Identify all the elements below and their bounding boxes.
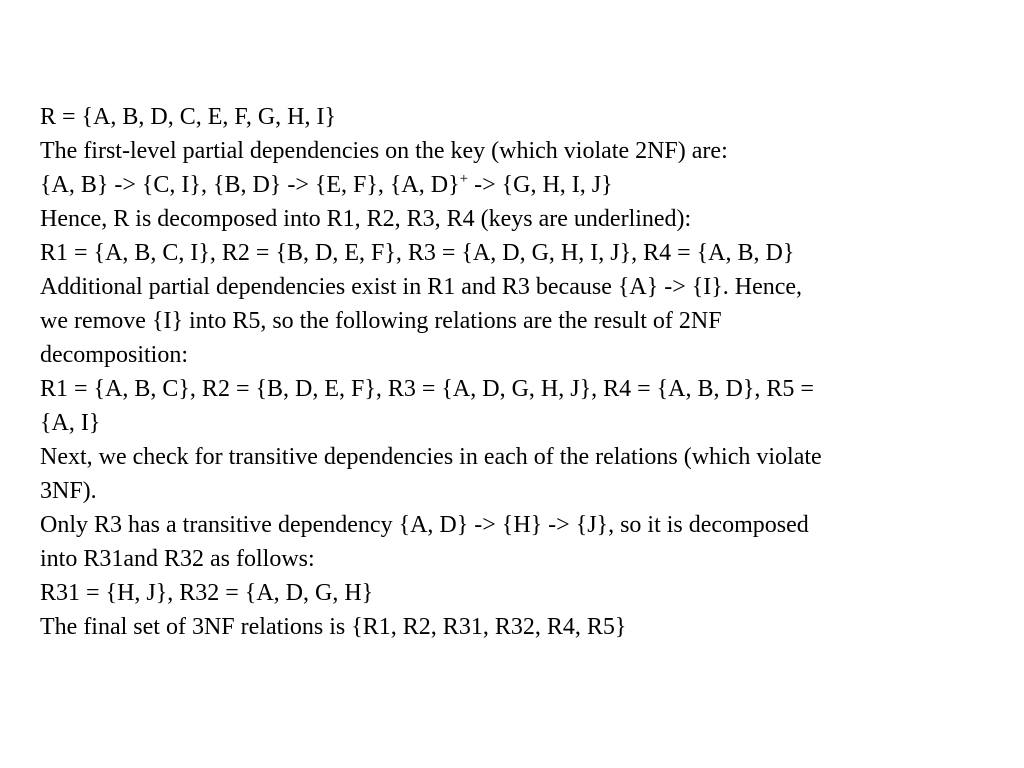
- text-line-r31-r32-intro: into R31and R32 as follows:: [40, 546, 315, 572]
- text-line-decomposition-intro: Hence, R is decomposed into R1, R2, R3, R4 (keys are underlined):: [40, 206, 692, 232]
- text-line-relations-1: R1 = {A, B, C, I}, R2 = {B, D, E, F}, R3 = {A, D, G, H, I, J}, R4 = {A, B, D}: [40, 240, 795, 266]
- text-line-relation: R = {A, B, D, C, E, F, G, H, I}: [40, 104, 337, 130]
- text-line-partial-deps-intro: The first-level partial dependencies on the key (which violate 2NF) are:: [40, 138, 728, 164]
- text-line-additional-deps: Additional partial dependencies exist in R1 and R3 because {A} -> {I}. Hence,: [40, 274, 803, 300]
- dependency-before: {A, B} -> {C, I}, {B, D} -> {E, F}, {A, D}: [40, 172, 460, 198]
- text-line-r3-transitive: Only R3 has a transitive dependency {A, D} -> {H} -> {J}, so it is decomposed: [40, 512, 809, 538]
- text-line-partial-deps: [40, 168, 980, 202]
- dependency-after: -> {G, H, I, J}: [468, 172, 613, 198]
- text-line-relations-2nf-cont: {A, I}: [40, 410, 101, 436]
- text-line-3nf: 3NF).: [40, 478, 97, 504]
- text-line-remove-i: we remove {I} into R5, so the following relations are the result of 2NF: [40, 308, 722, 334]
- text-line-final-set: The final set of 3NF relations is {R1, R2, R31, R32, R4, R5}: [40, 614, 627, 640]
- dependency-superscript: +: [459, 171, 469, 187]
- text-line-decomposition: decomposition:: [40, 342, 188, 368]
- text-line-r31-r32: R31 = {H, J}, R32 = {A, D, G, H}: [40, 580, 374, 606]
- slide-body: [40, 100, 980, 644]
- text-line-transitive-intro: Next, we check for transitive dependencies in each of the relations (which violate: [40, 444, 822, 470]
- text-line-relations-2nf: R1 = {A, B, C}, R2 = {B, D, E, F}, R3 = {A, D, G, H, J}, R4 = {A, B, D}, R5 =: [40, 376, 814, 402]
